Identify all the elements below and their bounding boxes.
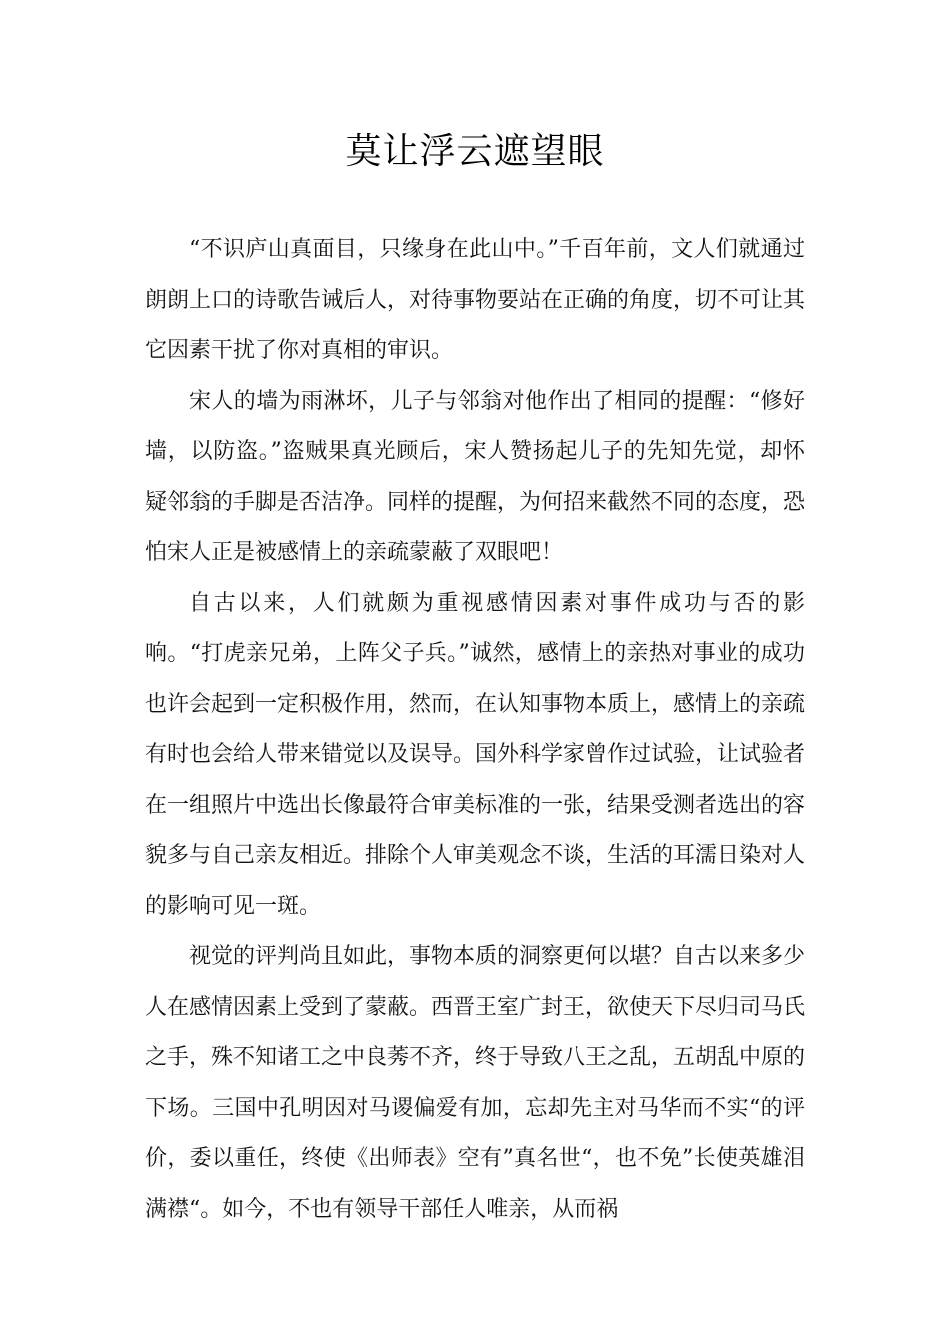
paragraph-1: “不识庐山真面目，只缘身在此山中。”千百年前，文人们就通过朗朗上口的诗歌告诫后人，对待事物要站在正确的角度，切不可让其它因素干扰了你对真相的审识。 (145, 237, 806, 363)
paragraph-3: 自古以来，人们就颇为重视感情因素对事件成功与否的影响。“打虎亲兄弟，上阵父子兵。”诚然，感情上的亲热对事业的成功也许会起到一定积极作用，然而，在认知事物本质上，感情上的亲疏有时也会给人带来错觉以及误导。国外科学家曾作过试验，让试验者在一组照片中选出长像最符合审美标准的一张，结果受测者选出的容貌多与自己亲友相近。排除个人审美观念不谈，生活的耳濡日染对人的影响可见一斑。 (145, 590, 806, 919)
document-body (145, 225, 805, 1235)
paragraph-2: 宋人的墙为雨淋坏，儿子与邻翁对他作出了相同的提醒：“修好墙，以防盗。”盗贼果真光顾后，宋人赞扬起儿子的先知先觉，却怀疑邻翁的手脚是否洁净。同样的提醒，为何招来截然不同的态度，恐怕宋人正是被感情上的亲疏蒙蔽了双眼吧！ (145, 388, 806, 565)
document-title: 莫让浮云遮望眼 (345, 131, 605, 172)
paragraph-4: 视觉的评判尚且如此，事物本质的洞察更何以堪？自古以来多少人在感情因素上受到了蒙蔽。西晋王室广封王，欲使天下尽归司马氏之手，殊不知诸工之中良莠不齐，终于导致八王之乱，五胡乱中原的下场。三国中孔明因对马谡偏爱有加，忘却先主对马华而不实“的评价，委以重任，终使《出师表》空有”真名世“，也不免”长使英雄泪满襟“。如今，不也有领导干部任人唯亲，从而祸 (145, 944, 806, 1222)
